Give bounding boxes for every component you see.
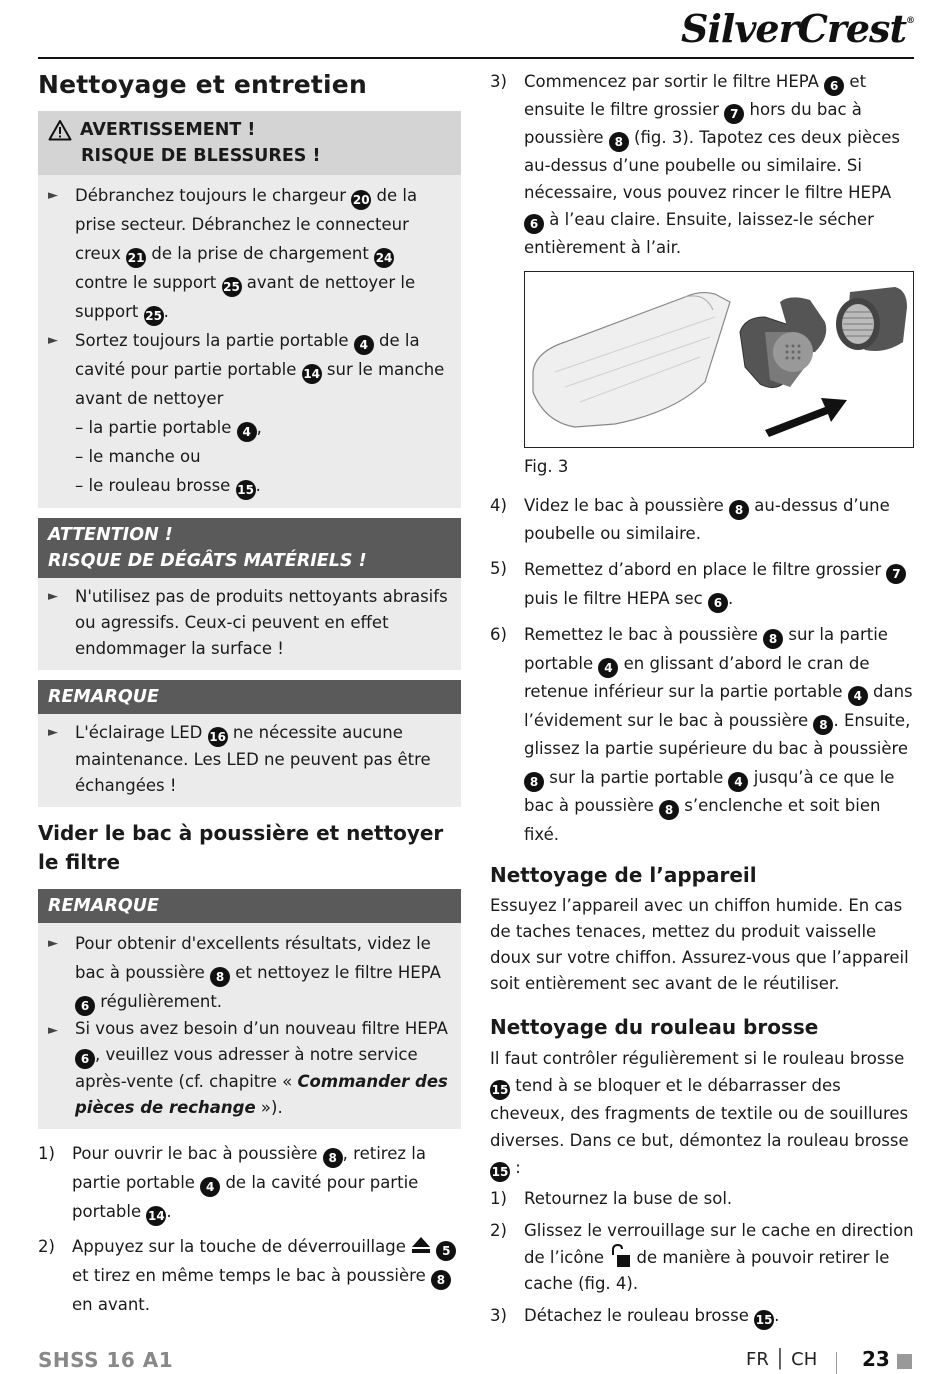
- warning-header: AVERTISSEMENT ! RISQUE DE BLESSURES !: [38, 111, 461, 175]
- figure-3: [524, 271, 914, 448]
- section-text: Il faut contrôler régulièrement si le rouleau brosse 15 tend à se bloquer et le débarrasser des cheveux, des fragments de textile ou de souillures diverses. Dans ce but, démontez la rouleau brosse 15 :: [490, 1045, 914, 1182]
- step-item: 6) Remettez le bac à poussière 8 sur la partie portable 4 en glissant d’abord le cran de retenue inférieur sur la partie portable 4 dans l’évidement sur le bac à poussière 8 . Ensuite, glissez la partie supérieure du bac à poussière 8 sur la partie portable 4 jusqu’à ce que le bac à poussière 8 s’enclenche et soit bien fixé.: [490, 625, 913, 844]
- remark-header: REMARQUE: [38, 680, 461, 714]
- list-subitem: – la partie portable 4 ,: [48, 413, 449, 442]
- remark-box: [38, 680, 461, 807]
- filter-illustration: [525, 272, 913, 447]
- figure-caption: Fig. 3: [524, 457, 569, 476]
- section-title: Nettoyage du rouleau brosse: [490, 1015, 819, 1039]
- warning-box: [38, 111, 461, 508]
- step-item: 3) Commencez par sortir le filtre HEPA 6 et ensuite le filtre grossier 7 hors du bac à poussière 8 (fig. 3). Tapotez ces deux pièces au-dessus d’une poubelle ou similaire. Si nécessaire, vous pouvez rincer le filtre HEPA 6 à l’eau claire. Ensuite, laissez-le sécher entièrement à l’air.: [490, 72, 900, 257]
- list-subitem: – le rouleau brosse 15 .: [48, 471, 449, 500]
- step-item: 3) Détachez le rouleau brosse 15 .: [490, 1303, 914, 1330]
- left-column: [38, 68, 461, 1325]
- steps-list: [490, 492, 914, 849]
- list-item: ► Pour obtenir d'excellents résultats, videz le bac à poussière 8 et nettoyez le filtre HEPA 6 régulièrement.: [48, 929, 449, 1016]
- bullet-arrow-icon: ►: [48, 188, 58, 203]
- warning-icon: [48, 119, 72, 141]
- remark-body: [38, 714, 461, 807]
- bullet-arrow-icon: ►: [48, 333, 58, 348]
- step-item: 1) Retournez la buse de sol.: [490, 1189, 733, 1208]
- unlock-icon: [609, 1244, 631, 1268]
- list-item: ► N'utilisez pas de produits nettoyants abrasifs ou agressifs. Ceux-ci peuvent en effet endommager la surface !: [48, 584, 449, 662]
- list-item: ► Débranchez toujours le chargeur 20 de la prise secteur. Débranchez le connecteur creux 21 de la prise de chargement 24 contre le support 25 avant de nettoyer le support 25 .: [48, 181, 449, 326]
- section-text: Essuyez l’appareil avec un chiffon humide. En cas de taches tenaces, mettez du produit vaisselle doux sur votre chiffon. Assurez-vous que l’appareil soit entièrement sec avant de le réutiliser.: [490, 896, 909, 993]
- remark-header: REMARQUE: [38, 889, 461, 923]
- eject-icon: [411, 1236, 431, 1254]
- brand-logo: SilverCrest®: [681, 6, 914, 51]
- list-item: ► L'éclairage LED 16 ne nécessite aucune maintenance. Les LED ne peuvent pas être échangées !: [48, 720, 449, 799]
- attention-box: [38, 518, 461, 670]
- step-item: 2) Appuyez sur la touche de déverrouillage 5 et tirez en même temps le bac à poussière 8 en avant.: [38, 1232, 461, 1319]
- list-subitem: – le manche ou: [75, 447, 201, 466]
- steps-list: [490, 1186, 914, 1330]
- footer-divider: [836, 1352, 837, 1374]
- footer-language: FR │ CH: [746, 1349, 818, 1370]
- bullet-arrow-icon: ►: [48, 725, 58, 740]
- step-item: 1) Pour ouvrir le bac à poussière 8 , retirez la partie portable 4 de la cavité pour partie portable 14 .: [38, 1139, 461, 1226]
- warning-body: [38, 175, 461, 508]
- steps-list: [490, 68, 914, 261]
- attention-header: ATTENTION ! RISQUE DE DÉGÂTS MATÉRIELS !: [38, 518, 461, 578]
- section-title: Nettoyage de l’appareil: [490, 863, 757, 887]
- bullet-arrow-icon: ►: [48, 589, 58, 604]
- bullet-arrow-icon: ►: [48, 936, 58, 951]
- footer-square-icon: [897, 1354, 912, 1369]
- list-item: ► Sortez toujours la partie portable 4 de la cavité pour partie portable 14 sur le manche avant de nettoyer: [48, 326, 449, 413]
- page-title: Nettoyage et entretien: [38, 70, 367, 99]
- page-number: 23: [862, 1347, 890, 1371]
- right-column: [490, 68, 914, 1336]
- remark-box-2: [38, 889, 461, 1129]
- attention-body: [38, 578, 461, 670]
- header-rule: [38, 57, 914, 59]
- footer-model: SHSS 16 A1: [38, 1348, 174, 1372]
- step-item: 5) Remettez d’abord en place le filtre grossier 7 puis le filtre HEPA sec 6 .: [490, 555, 914, 613]
- step-item: 2) Glissez le verrouillage sur le cache en direction de l’icône de manière à pouvoir retirer le cache (fig. 4).: [490, 1221, 914, 1293]
- section-subtitle: Vider le bac à poussière et nettoyer le filtre: [38, 821, 444, 874]
- steps-list: [38, 1139, 461, 1319]
- remark-body: [38, 923, 461, 1129]
- list-item: ► Si vous avez besoin d’un nouveau filtre HEPA 6 , veuillez vous adresser à notre service après-vente (cf. chapitre « Commander des pièces de rechange »).: [48, 1016, 449, 1121]
- bullet-arrow-icon: ►: [48, 1023, 58, 1038]
- step-item: 4) Videz le bac à poussière 8 au-dessus d’une poubelle ou similaire.: [490, 496, 890, 543]
